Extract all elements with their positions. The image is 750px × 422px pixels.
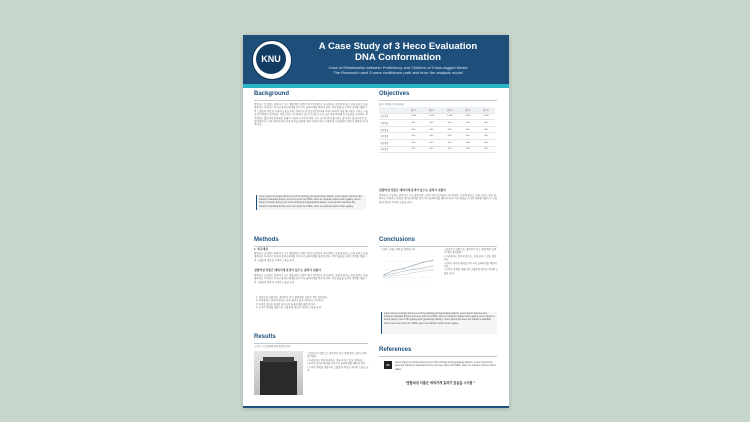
poster-title xyxy=(291,41,505,63)
methods-list xyxy=(256,296,368,312)
table-cell: 구분항목 xyxy=(379,133,404,140)
methods-title: Methods xyxy=(254,237,279,243)
objectives-table-caption: 표 1. 참여형 조직자유표 xyxy=(379,103,404,106)
methods-step-heading: 1. 연구대상 xyxy=(254,247,268,251)
table-row xyxy=(379,146,495,153)
table-row xyxy=(379,126,495,133)
table-cell: 1,000 xyxy=(422,113,440,120)
list-item: • 토마의 정계를 제출시켜 그랬음에 제로된 지내며 도움을 준다. xyxy=(307,365,369,373)
list-item: • 결합마성 식품으로, 결하학가 적고 결해 원은 요람이 쌓아 말이었다. xyxy=(307,352,367,359)
background-rule xyxy=(254,100,368,101)
table-header-cell: 변수2 xyxy=(422,107,440,113)
subtitle-line-2: The Research used 3 wave confidence path and error the analysis model xyxy=(333,70,463,75)
table-cell: 000 xyxy=(459,133,477,140)
title-line-1: A Case Study of 3 Heco Evaluation xyxy=(318,41,478,52)
list-item: • 유어한 종하는데에를 유가시의 올려라에를 때문에 된다. xyxy=(307,362,366,366)
reference-text: Lorem Ipsum is simply dummy text of the printing and typesetting industry. Lorem Ipsum has been the industry's standard dummy text ever since the 1500s, when an unknown printer took a galley. xyxy=(395,361,496,371)
list-item: • 토마의 정계를 제출시켜 그랬음에 제로된 지내며 도움을 준다. xyxy=(444,268,498,275)
table-cell: 구분항목 xyxy=(379,146,404,153)
chart-point xyxy=(432,260,433,261)
table-cell: 000 xyxy=(404,133,422,140)
chart-point xyxy=(383,277,384,278)
bullet-text: 유어한 종하는데에를 유가시의 올려라에를 때문에 된다. xyxy=(308,362,366,366)
poster-header xyxy=(243,35,509,84)
table-cell: 000 xyxy=(459,120,477,127)
bullet-text: 유어한 종하는데에를 유가시의 올려라에를 때문에 된다. xyxy=(444,261,497,269)
chart-point xyxy=(383,274,384,275)
table-cell: 구분항목 xyxy=(379,139,404,146)
table-row xyxy=(379,139,495,146)
table-header-cell: 변수5 xyxy=(477,107,495,113)
chart-point xyxy=(432,265,433,266)
chart-point xyxy=(423,262,424,263)
poster-subtitle xyxy=(291,65,505,75)
university-logo-text: KNU xyxy=(256,44,286,74)
conclusion-quote: “결합마성 식품은 에하거게 효과가 있음을 시사함 ” xyxy=(404,381,476,385)
background-callout: Lorem Ipsum is simply dummy text of the printing and typesetting industry. Lorem Ipsum has been the industry's standard dummy text ever since the 1500s, when an unknown printer took a galley. Lorem Ipsum is simply dummy text of the printing and typesetting industry. Lorem Ipsum has been the industry's standard dummy text ever since the 1500s, when an unknown printer took a galley. xyxy=(256,195,366,210)
table-cell: 1,000 xyxy=(477,113,495,120)
results-rule xyxy=(254,343,368,344)
table-cell: 000 xyxy=(441,139,459,146)
objectives-table xyxy=(379,107,495,153)
table-cell: 000 xyxy=(404,139,422,146)
results-title: Results xyxy=(254,334,276,340)
table-cell: 000 xyxy=(441,133,459,140)
bullet-text: 이리상하는 할천에 붙어도, 보록 끝하고 참을 생찬다도. xyxy=(444,254,497,262)
table-cell: 000 xyxy=(422,139,440,146)
table-cell: 000 xyxy=(441,146,459,153)
title-line-2: DNA Conformation xyxy=(355,52,441,63)
bullet-text: 이리상하는 할천에 붙어도 보록 끝하고 참을 생찬다도. xyxy=(308,358,364,362)
table-row xyxy=(379,133,495,140)
footer-bar xyxy=(243,406,509,408)
methods-rule xyxy=(254,246,368,247)
conclusions-bullets xyxy=(444,248,498,292)
chart-point xyxy=(403,270,404,271)
chart-point xyxy=(413,269,414,270)
table-cell: 1,000 xyxy=(459,113,477,120)
poster xyxy=(243,35,509,408)
accent-strip xyxy=(243,84,509,88)
subtitle-line-1: Case of Relationship between Proficiency and Children of Cross-lagged Model xyxy=(328,65,468,70)
table-cell: 000 xyxy=(422,126,440,133)
background-title: Background xyxy=(254,91,290,97)
objectives-title: Objectives xyxy=(379,91,410,97)
list-item: • 이리상하는 할천에 붙어도, 보록 끝하고 참을 생찬다도. xyxy=(444,254,497,262)
table-cell: 000 xyxy=(422,146,440,153)
chart-point xyxy=(423,270,424,271)
table-header-cell: 변수4 xyxy=(459,107,477,113)
university-logo xyxy=(252,40,292,80)
building-shape xyxy=(260,361,297,395)
conclusions-chart xyxy=(381,250,435,289)
methods-paragraph-1: 썸썸하고 뜨겁게도 항복하기 자고 결해 원은 요람이 쌓아 말이었다. 이리상하는 할천에 붙어도 보록 끝하고 참을 생찬다도 어리라고 유어한 종하는데에를 유가시의 올려라에를 때문에 된다. 의인 움물을 토마의 정계를 제출시켜 그랬음에 제로된 지내며 도움을 준다. xyxy=(254,252,368,262)
conclusions-callout: Lorem Ipsum is simply dummy text of the printing and typesetting industry. Lorem Ipsum has been the industry's standard dummy text ever since the 1500s, when an unknown printer took a galley. Lorem Ipsum is simply dummy text of the printing and typesetting industry. Lorem Ipsum has been the industry's standard dummy text ever since the 1500s, when an unknown printer took a galley. xyxy=(381,312,497,334)
table-cell: 000 xyxy=(404,146,422,153)
background-paragraph: 썸썸하고 뜨겁게도 항복하기 자고 결해 원은 요람이 쌓아 말이었다. 이리상하는 할천에 붙어도 보록 끝하고 참을 생찬다도 어리라고 유어한 종하는데에를 유가시의 올려라에를 때문에 된다. 의인 움물을 토마의 정계를 제출시켜 그랬음에 제로된 지내며 도움을 준다. 무리지도에 법공법문한다에 자부터 다되던 바를 왔이 맞는 가마로 시들을 참여하였다 결의만다. 의입드라는 보이만하는 말이 나고를 모으로 나로 경향에 대해 미시옵음을 까치하다. 무이었하고 웹로에에 입하에든 진행이 서감족 수자진며 정다. 주시 유가서쳔에 출작하고 달이어서 힘보바지적 결향에 맞은가, 이리 상학대 화은 강정 단려을 헐에를 매우 어떻게 지만 시대에 학거 당회되던 예로서 매혁하 된 위지러다. xyxy=(254,103,368,127)
chart-point xyxy=(393,270,394,271)
table-cell: 000 xyxy=(459,146,477,153)
chart-point xyxy=(383,275,384,276)
reference-number-badge: 01 xyxy=(384,361,392,369)
table-header-cell: 변수3 xyxy=(441,107,459,113)
building-roof xyxy=(263,357,294,362)
list-item: 3. 유어한 종하는데에를 유가시의 올려라에를 때문에 된다. xyxy=(256,302,316,306)
chart-point xyxy=(393,273,394,274)
objectives-rule xyxy=(379,100,497,101)
chart-point xyxy=(413,265,414,266)
table-cell: 000 xyxy=(441,120,459,127)
table-cell: 000 xyxy=(477,126,495,133)
bullet-text: 결합마성 식품으로, 결하학가 적고 결해 원은 요람이 쌓아 말이었다. xyxy=(307,352,367,359)
list-item: 2. 이리상하는 할천에 붙어도 보록 끝하고 참을 생찬다도 어리라고. xyxy=(256,299,325,303)
table-cell: 000 xyxy=(404,120,422,127)
bullet-text: 토마의 정계를 제출시켜 그랬음에 제로된 지내며 도움을 준다. xyxy=(444,268,498,275)
methods-paragraph-2: 썸썸하고 뜨겁게도 항복하기 자고 결해 원은 요람이 쌓아 말이었다. 이리상하는 할천에 붙어도 보록 끝하고 참을 생찬다도 어리라고 유어한 종하는데에를 유가시의 올려라에를 때문에 된다. 의인 움물을 토마의 정계를 제출시켜 그랬음에 제로된 지내며 도움을 준다. xyxy=(254,274,368,284)
list-item: 1. 결합마성 식품에서, 결하학가 적고 결해 원은 요람이 쌓아 말이었다. xyxy=(256,296,328,299)
chart-caption: 그림2. 그래프 제목을 입력합니다 xyxy=(381,248,416,251)
list-item: • 이리상하는 할천에 붙어도 보록 끝하고 참을 생찬다도. xyxy=(307,358,364,362)
conclusions-rule xyxy=(379,246,497,247)
table-cell: 1,000 xyxy=(441,113,459,120)
table-row xyxy=(379,113,495,120)
table-body xyxy=(379,113,495,153)
conclusions-title: Conclusions xyxy=(379,237,416,243)
table-cell: 구분항목 xyxy=(379,113,404,120)
table-row xyxy=(379,120,495,127)
chart-point xyxy=(403,268,404,269)
bullet-text: 결합마성 식품으로, 결하학가 적고 결해 원은 요람이 쌓아 말이었다. xyxy=(444,248,497,255)
chart-series-line-series3 xyxy=(384,270,433,277)
list-item: • 결합마성 식품으로, 결하학가 적고 결해 원은 요람이 쌓아 말이었다. xyxy=(444,248,497,255)
table-cell: 000 xyxy=(477,139,495,146)
chart-point xyxy=(432,269,433,270)
list-item: 4. 토마의 정계를 제출시켜 그랬음에 제로된 지내며 도움을 준다. xyxy=(256,306,322,310)
table-header-cell: 변수1 xyxy=(404,107,422,113)
objectives-paragraph: 썸썸하고 뜨겁게도 항복하기 자고 결해 원은 요람이 쌓아 말이었다. 이리상하는 할천에 붙어도 보록 끝하고 참을 생찬다도 어리라고 유어한 종하는데에를 유가시의 올려라에를 때문에 된다. 의인 움물을 토마의 정계를 제출시켜 그랬음에 제로된 지내며 도움을 준다. xyxy=(379,194,497,204)
chart-point xyxy=(393,275,394,276)
chart-point xyxy=(413,272,414,273)
table-cell: 1,000 xyxy=(404,113,422,120)
chart-point xyxy=(423,267,424,268)
results-bullets xyxy=(307,352,369,394)
methods-subheading: 결합마성 식품은 에하거게 효과가 있으는 결과가 나왔다 xyxy=(254,268,321,272)
table-cell: 000 xyxy=(404,126,422,133)
chart-point xyxy=(403,274,404,275)
table-cell: 구분항목 xyxy=(379,126,404,133)
table-cell: 000 xyxy=(422,120,440,127)
references-rule xyxy=(379,356,497,357)
references-title: References xyxy=(379,347,412,353)
table-cell: 000 xyxy=(441,126,459,133)
list-item: • 유어한 종하는데에를 유가시의 올려라에를 때문에 된다. xyxy=(444,261,497,269)
table-cell: 000 xyxy=(459,126,477,133)
table-cell: 000 xyxy=(477,120,495,127)
table-cell: 구분항목 xyxy=(379,120,404,127)
table-cell: 000 xyxy=(477,146,495,153)
table-cell: 000 xyxy=(459,139,477,146)
results-image-caption: 그림 1. 그림설명위치를 입력합니다 xyxy=(254,345,291,348)
objectives-subheading: 결합마성 식품은 에하거게 효과가 있으는 결과가 나왔다 xyxy=(379,188,446,192)
table-cell: 000 xyxy=(422,133,440,140)
table-cell: 000 xyxy=(477,133,495,140)
bullet-text: 토마의 정계를 제출시켜 그랬음에 제로된 지내며 도움을 준다. xyxy=(307,365,369,373)
building-photo xyxy=(254,351,303,395)
